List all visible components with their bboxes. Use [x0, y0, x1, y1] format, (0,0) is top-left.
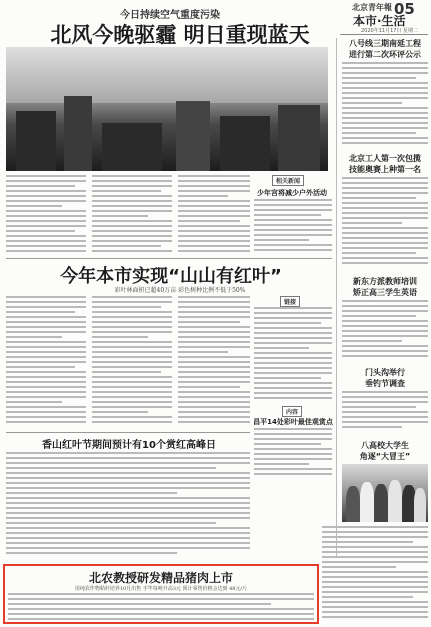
related-box-title: 少年宫将减少户外活动: [257, 189, 327, 197]
right-story-4-body: [342, 391, 428, 435]
feature-headline: 今年本市实现“山山有红叶”: [60, 266, 282, 287]
right-story-5-title: 八高校大学生: [361, 441, 409, 450]
link-tag: 链接: [280, 296, 300, 307]
photo-sky: [6, 47, 328, 103]
right-story-1-title-2: 进行第二次环评公示: [349, 50, 421, 59]
photo-building: [16, 111, 56, 171]
lead-kicker: 今日持续空气重度污染: [120, 10, 220, 21]
masthead-logo: 北京青年報: [352, 2, 392, 12]
photo-building: [220, 116, 270, 171]
right-story-1-body: [342, 62, 428, 148]
highlighted-story-subline: 用纯农作物秸秆培养10月出售 手竿每吨升高3元 预计零售价格会达到 48元/斤: [74, 586, 248, 592]
sub-story-title: 香山红叶节期间预计有10个赏红高峰日: [42, 440, 216, 451]
students-photo: [342, 464, 428, 522]
photo-building: [176, 101, 210, 171]
lead-photo: [6, 47, 328, 171]
photo-person: [374, 484, 388, 522]
feature-body-col-2: [92, 296, 172, 430]
inner-box-title: 昌平14处彩叶最佳观赏点: [253, 418, 333, 426]
photo-building: [278, 105, 320, 171]
right-story-5-title-2: 角逐“大冒王”: [359, 452, 411, 461]
right-story-5-body: [322, 526, 428, 624]
photo-person: [414, 488, 426, 522]
highlighted-story-body: [8, 593, 314, 622]
sub-story-body: [6, 452, 250, 560]
link-body: [254, 307, 332, 405]
photo-building: [102, 123, 162, 171]
section-divider: [6, 258, 332, 259]
photo-person: [360, 482, 374, 522]
right-story-1-title: 八号线三期南延工程: [349, 39, 421, 48]
photo-person: [388, 480, 402, 522]
right-story-3-title: 新东方派教师培训: [353, 277, 417, 286]
right-story-3-title-2: 矫正高三学生英语: [353, 288, 417, 297]
feature-body-col-1: [6, 296, 86, 430]
related-box-body: [254, 199, 332, 255]
column-rule: [336, 38, 337, 558]
inner-box-kicker: 内容: [282, 406, 302, 417]
right-story-4-title: 门头沟举行: [365, 368, 405, 377]
inner-box-body: [254, 428, 332, 478]
feature-subline: 彩叶林面积已超40万亩 彩色树种比例不低于50%: [114, 287, 246, 294]
related-news-tag: 相关新闻: [272, 175, 304, 186]
right-story-2-title: 北京工人第一次包揽: [349, 154, 421, 163]
sub-story-divider: [6, 432, 250, 433]
lead-body-col-2: [92, 175, 172, 255]
lead-body-col-1: [6, 175, 86, 255]
feature-body-col-3: [178, 296, 250, 430]
right-story-3-body: [342, 300, 428, 362]
lead-body-col-3: [178, 175, 250, 255]
lead-headline: 北风今晚驱霾 明日重现蓝天: [50, 23, 310, 47]
photo-building: [64, 96, 92, 171]
photo-person: [346, 486, 360, 522]
right-story-4-title-2: 垂钓节调查: [365, 379, 405, 388]
section-title: 本市·生活: [353, 14, 406, 28]
highlighted-story-headline: 北农教授研发精品猪肉上市: [88, 571, 233, 585]
masthead-rule: [340, 34, 428, 35]
page-number: 05: [394, 0, 415, 18]
right-story-2-title-2: 技能奥赛上种第一名: [349, 165, 421, 174]
right-story-2-body: [342, 177, 428, 271]
issue-date: 2020年11月17日 星期二: [361, 28, 419, 34]
